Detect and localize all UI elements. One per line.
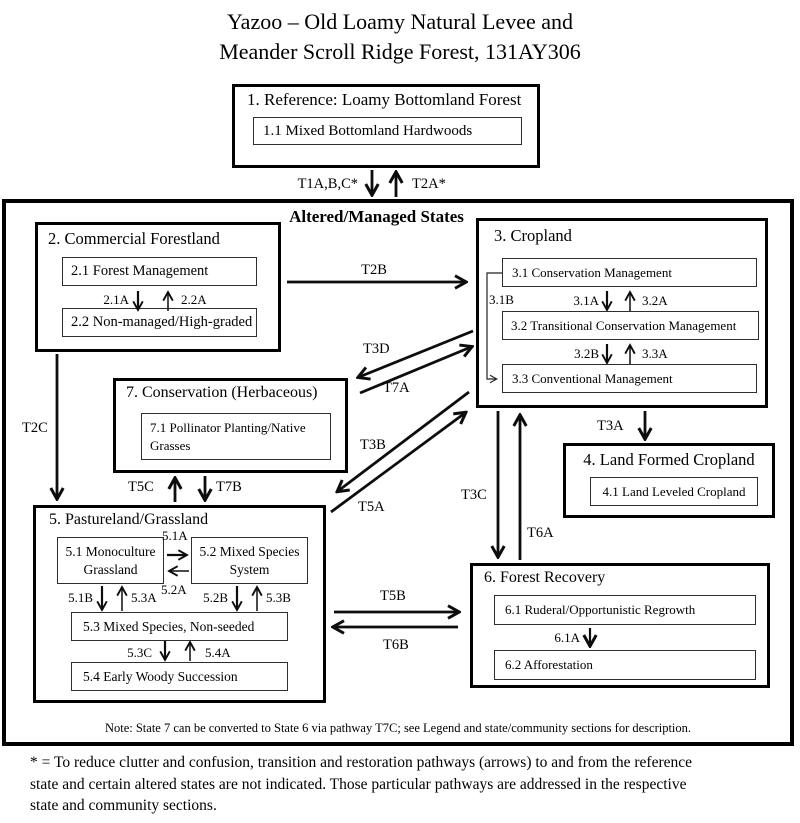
label-p53b: 5.3B (266, 590, 291, 605)
community-5-2-label: 5.2 Mixed Species System (199, 543, 300, 577)
label-p31b: 3.1B (489, 292, 514, 307)
label-p31a: 3.1A (573, 293, 599, 308)
state-3-title: 3. Cropland (494, 226, 572, 245)
label-t2c: T2C (22, 420, 48, 436)
footnote-line2: state and certain altered states are not indicated. Those particular pathways are addressed in the respective (30, 775, 687, 793)
community-5-1-label: 5.1 Monoculture Grassland (65, 543, 156, 577)
label-t6b: T6B (383, 637, 409, 653)
community-2-2 (62, 308, 257, 337)
state-6-title: 6. Forest Recovery (484, 569, 606, 586)
label-p32b: 3.2B (574, 346, 599, 361)
community-6-2-label: 6.2 Afforestation (505, 657, 593, 672)
community-6-2 (494, 650, 756, 680)
community-4-1-label: 4.1 Land Leveled Cropland (602, 483, 746, 499)
community-4-1 (590, 477, 758, 506)
label-p52b: 5.2B (203, 590, 228, 605)
community-2-1 (62, 257, 257, 286)
label-p51a: 5.1A (162, 528, 188, 543)
altered-managed-states-title: Altered/Managed States (289, 207, 464, 226)
label-t3d: T3D (363, 341, 390, 357)
label-t5b: T5B (380, 588, 406, 604)
label-p52a: 5.2A (161, 582, 187, 597)
label-p32a: 3.2A (642, 293, 668, 308)
community-2-1-label: 2.1 Forest Management (71, 263, 209, 279)
community-1-1-label: 1.1 Mixed Bottomland Hardwoods (263, 122, 473, 139)
label-p61a: 6.1A (554, 630, 580, 645)
state-7-title: 7. Conservation (Herbaceous) (126, 384, 318, 401)
label-p53c: 5.3C (127, 645, 152, 660)
community-5-3 (71, 612, 288, 641)
community-3-1-label: 3.1 Conservation Management (512, 264, 672, 280)
label-p21a: 2.1A (103, 292, 129, 307)
state-1-title: 1. Reference: Loamy Bottomland Forest (247, 90, 522, 109)
community-3-3 (502, 364, 757, 393)
page-title-line1: Yazoo – Old Loamy Natural Levee and (227, 9, 573, 34)
community-6-1-label: 6.1 Ruderal/Opportunistic Regrowth (505, 602, 696, 617)
container-note: Note: State 7 can be converted to State 6 via pathway T7C; see Legend and state/community sections for description. (104, 721, 692, 735)
state-5-title: 5. Pastureland/Grassland (49, 511, 209, 528)
footnote (30, 752, 775, 817)
state-2-title: 2. Commercial Forestland (48, 229, 220, 248)
label-t7a: T7A (383, 380, 410, 396)
label-t6a: T6A (527, 525, 554, 541)
label-t5a: T5A (358, 499, 385, 515)
label-p54a: 5.4A (205, 645, 231, 660)
community-7-1 (141, 413, 331, 460)
community-7-1-label: 7.1 Pollinator Planting/Native Grasses (150, 419, 306, 453)
footnote-line1: * = To reduce clutter and confusion, transition and restoration pathways (arrows) to and from the reference (30, 754, 693, 771)
label-t2b: T2B (361, 262, 387, 278)
page-title (0, 7, 800, 67)
label-t2a: T2A* (412, 176, 446, 192)
community-5-2 (191, 537, 308, 584)
community-3-1 (502, 258, 757, 287)
label-p33a: 3.3A (642, 346, 668, 361)
label-t3a: T3A (597, 418, 624, 434)
page-title-line2: Meander Scroll Ridge Forest, 131AY306 (219, 39, 581, 64)
label-p51b: 5.1B (68, 590, 93, 605)
label-t3c: T3C (461, 487, 487, 503)
label-t3b: T3B (360, 437, 386, 453)
label-t1: T1A,B,C* (297, 176, 358, 192)
community-1-1 (253, 117, 522, 145)
label-t5c: T5C (128, 479, 154, 495)
state-4-title: 4. Land Formed Cropland (583, 450, 755, 469)
community-5-4-label: 5.4 Early Woody Succession (83, 668, 238, 684)
community-3-2 (502, 311, 759, 340)
community-5-3-label: 5.3 Mixed Species, Non-seeded (83, 618, 255, 634)
community-3-3-label: 3.3 Conventional Management (512, 370, 673, 386)
community-2-2-label: 2.2 Non-managed/High-graded (71, 314, 253, 330)
footnote-line3: state and community sections. (30, 797, 217, 814)
community-5-1 (57, 537, 164, 584)
label-t7b: T7B (216, 479, 242, 495)
label-p53a: 5.3A (131, 590, 157, 605)
community-5-4 (71, 662, 288, 691)
community-3-2-label: 3.2 Transitional Conservation Management (511, 317, 737, 333)
label-p22a: 2.2A (181, 292, 207, 307)
community-6-1 (494, 595, 756, 625)
